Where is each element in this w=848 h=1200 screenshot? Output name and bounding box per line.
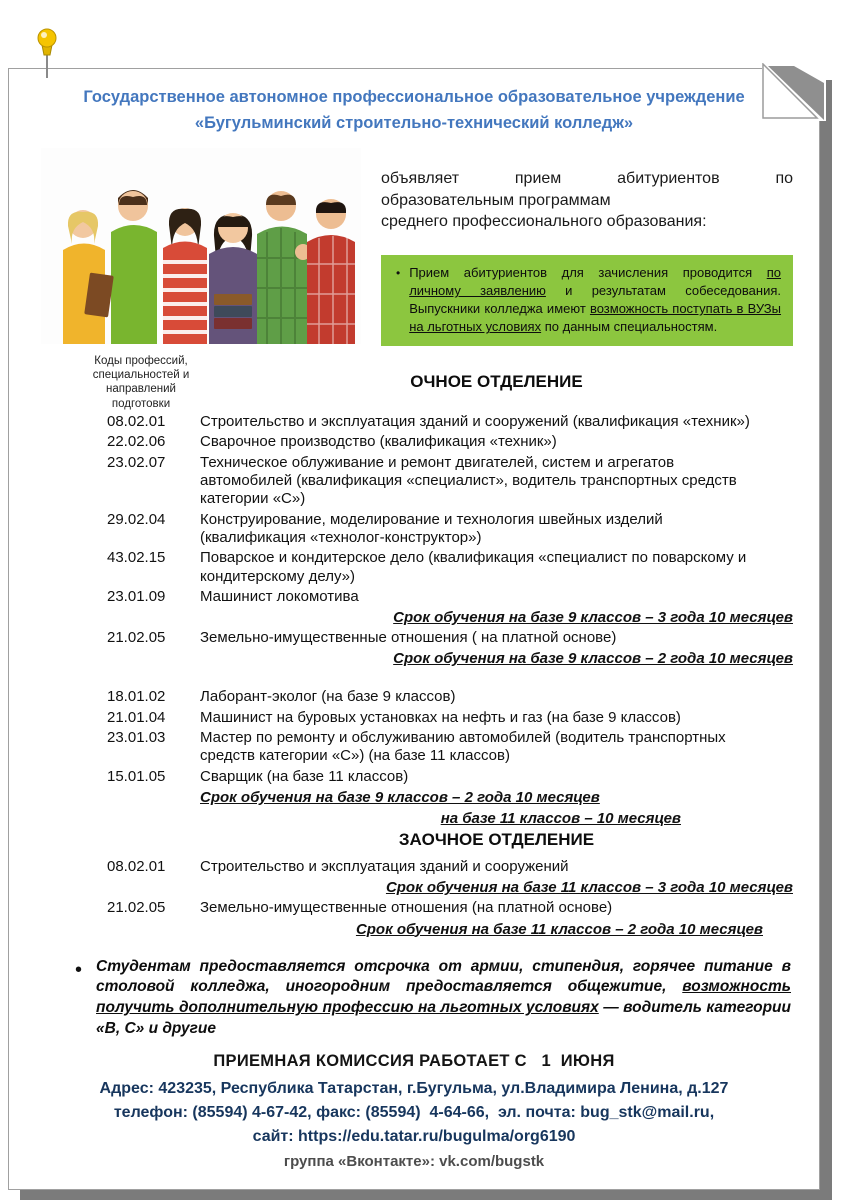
program-name: Техническое облуживание и ремонт двигателей, систем и агрегатов автомобилей (квалификация «специалист», водитель транспортных средств категории «С») <box>200 453 737 508</box>
program-body <box>200 768 793 828</box>
intro-line: объявляет прием абитуриентов по <box>381 170 793 188</box>
program-code: 23.01.09 <box>107 587 166 605</box>
intro-column <box>361 148 793 346</box>
program-row <box>35 629 793 668</box>
program-notes <box>200 789 793 828</box>
pushpin-icon <box>34 28 60 82</box>
program-notes <box>200 650 793 668</box>
program-code: 08.02.01 <box>107 413 166 431</box>
full-time-programs-list <box>35 413 793 828</box>
duration-note: Срок обучения на базе 9 классов – 3 года 10 месяцев <box>393 609 793 627</box>
program-code: 21.01.04 <box>107 708 166 726</box>
section-title-full-time: ОЧНОЕ ОТДЕЛЕНИЕ <box>410 372 583 392</box>
folded-corner-icon <box>752 63 826 135</box>
section-title-part-time: ЗАОЧНОЕ ОТДЕЛЕНИЕ <box>398 829 595 849</box>
program-body <box>200 433 793 451</box>
bullet-marker: • <box>75 958 83 981</box>
org-type-line: Государственное автономное профессиональное образовательное учреждение <box>83 88 745 106</box>
program-row <box>35 588 793 627</box>
program-code: 29.02.04 <box>107 510 166 528</box>
admission-notice-text: Прием абитуриентов для зачисления проводится по личному заявлению и результатам собеседования. Выпускники колледжа имеют возможность поступать в ВУЗы на льготных условиях по данным специальностям. <box>409 264 782 335</box>
duration-note: Срок обучения на базе 11 классов – 3 года 10 месяцев <box>385 879 793 897</box>
program-row <box>35 899 793 938</box>
program-code: 22.02.06 <box>107 433 166 451</box>
vk-line: группа «Вконтакте»: vk.com/bugstk <box>283 1153 545 1171</box>
duration-note: Срок обучения на базе 9 классов – 2 года 10 месяцев <box>200 788 600 806</box>
program-row <box>35 709 793 727</box>
program-notes <box>200 921 793 939</box>
program-row <box>35 729 793 766</box>
admission-notice <box>381 255 793 346</box>
program-row <box>35 413 793 431</box>
program-name: Земельно-имущественные отношения (на платной основе) <box>200 899 613 917</box>
intro-line: среднего профессионального образования: <box>381 213 707 231</box>
program-code: 15.01.05 <box>107 767 166 785</box>
phone-line: телефон: (85594) 4-67-42, факс: (85594) 4-64-66, эл. почта: bug_stk@mail.ru, <box>113 1104 715 1122</box>
program-body <box>200 899 793 938</box>
program-body <box>200 511 793 548</box>
program-row <box>35 768 793 828</box>
program-code: 21.02.05 <box>107 629 166 647</box>
program-name: Поварское и кондитерское дело (квалификация «специалист по поварскому и кондитерскому делу») <box>200 549 747 585</box>
address-line: Адрес: 423235, Республика Татарстан, г.Бугульма, ул.Владимира Ленина, д.127 <box>99 1080 729 1098</box>
program-row <box>35 454 793 509</box>
program-body <box>200 688 793 706</box>
program-body <box>200 629 793 668</box>
students-photo-illustration <box>41 148 361 344</box>
top-section <box>35 148 793 346</box>
program-code: 43.02.15 <box>107 549 166 567</box>
program-notes <box>200 879 793 897</box>
program-name: Строительство и эксплуатация зданий и сооружений <box>200 857 569 875</box>
program-name: Строительство и эксплуатация зданий и сооружений (квалификация «техник») <box>200 413 750 431</box>
program-body <box>200 729 793 766</box>
benefits-text: Студентам предоставляется отсрочка от армии, стипендия, горячее питание в столовой колледжа, иногородним предоставляется общежитие, возможность получить дополнительную профессию на льготных условиях — водитель категории «В, С» и другие <box>96 957 791 1038</box>
college-name-line: «Бугульминский строительно-технический колледж» <box>194 113 634 132</box>
program-code: 23.01.03 <box>107 729 166 747</box>
program-row <box>35 549 793 586</box>
program-name: Машинист на буровых установках на нефть и газ (на базе 9 классов) <box>200 708 681 726</box>
benefits-note <box>35 957 793 1041</box>
program-name: Конструирование, моделирование и технология швейных изделий (квалификация «технолог-конструктор») <box>200 510 663 546</box>
intro-line: образовательным программам <box>381 191 611 209</box>
program-name: Мастер по ремонту и обслуживанию автомобилей (водитель транспортных средств категории «С») (на базе 11 классов) <box>200 729 726 765</box>
program-body <box>200 413 793 431</box>
program-row <box>35 858 793 897</box>
full-time-section-head <box>35 354 793 412</box>
program-row <box>35 688 793 706</box>
program-row <box>35 433 793 451</box>
program-code: 21.02.05 <box>107 899 166 917</box>
duration-note: Срок обучения на базе 11 классов – 2 года 10 месяцев <box>355 920 763 938</box>
part-time-programs-list <box>35 858 793 939</box>
site-line: сайт: https://edu.tatar.ru/bugulma/org6190 <box>252 1128 576 1146</box>
program-name: Земельно-имущественные отношения ( на платной основе) <box>200 629 617 647</box>
program-code: 18.01.02 <box>107 688 166 706</box>
program-name: Машинист локомотива <box>200 587 359 605</box>
doc-header <box>35 85 793 136</box>
program-row <box>35 511 793 548</box>
program-name: Сварочное производство (квалификация «техник») <box>200 433 557 451</box>
document-sheet <box>8 68 820 1190</box>
duration-note: на базе 11 классов – 10 месяцев <box>440 809 681 827</box>
program-name: Сварщик (на базе 11 классов) <box>200 767 409 785</box>
program-notes <box>200 609 793 627</box>
intro-text <box>381 168 793 233</box>
program-body <box>200 549 793 586</box>
program-name: Лаборант-эколог (на базе 9 классов) <box>200 688 456 706</box>
program-body <box>200 709 793 727</box>
students-photo <box>41 148 361 344</box>
program-code: 23.02.07 <box>107 453 166 471</box>
admission-committee-line: ПРИЕМНАЯ КОМИССИЯ РАБОТАЕТ С 1 ИЮНЯ <box>213 1052 615 1071</box>
program-body <box>200 858 793 897</box>
program-body <box>200 588 793 627</box>
program-body <box>200 454 793 509</box>
codes-column-label: Коды профессий, специальностей и направлений подготовки <box>92 354 190 410</box>
program-code: 08.02.01 <box>107 857 166 875</box>
bullet-marker: • <box>396 265 401 280</box>
duration-note: Срок обучения на базе 9 классов – 2 года 10 месяцев <box>393 650 793 668</box>
